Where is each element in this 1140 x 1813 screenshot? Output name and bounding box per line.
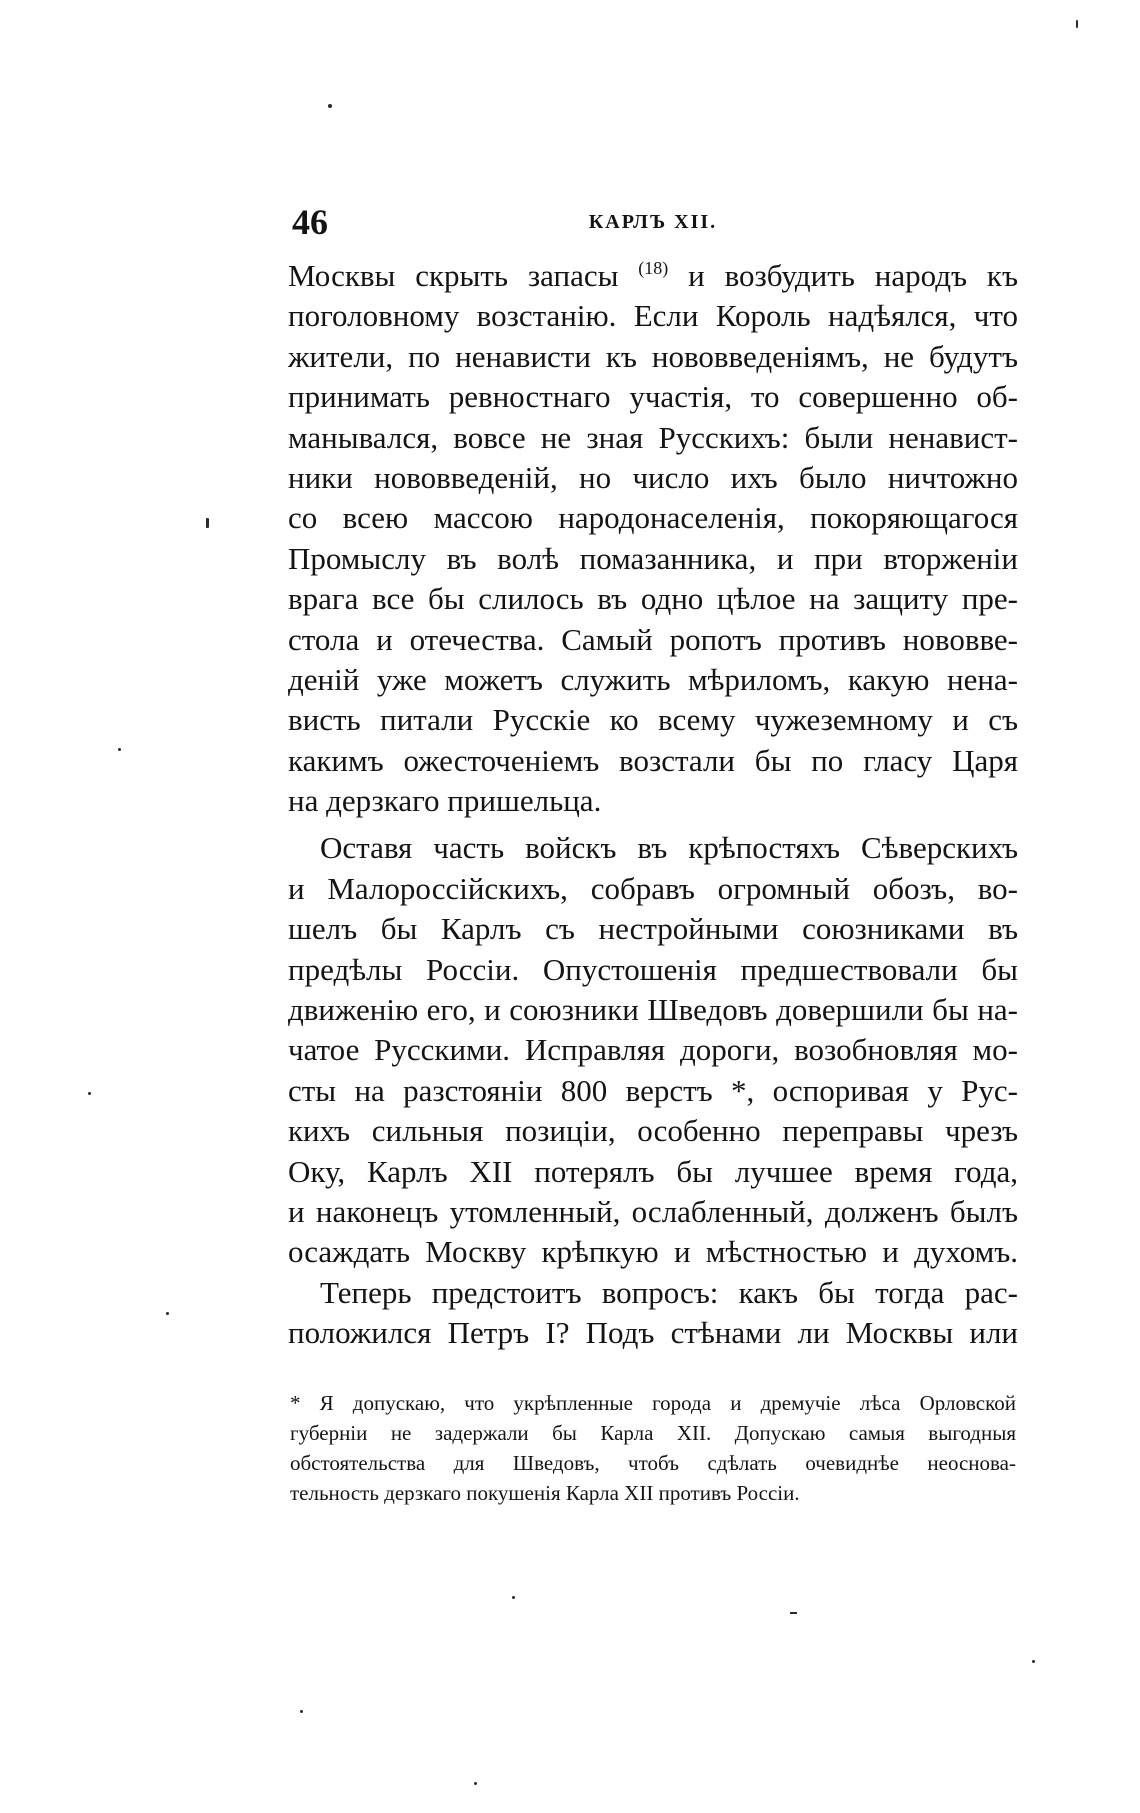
scan-speck [118,748,121,751]
text-line: висть питали Русскіе ко всему чужеземному и съ [288,702,1018,738]
text-line: Теперь предстоитъ вопросъ: какъ бы тогда рас- [320,1274,1018,1310]
scan-speck [328,104,332,108]
text-line: жители, по ненависти къ нововведеніямъ, не будутъ [288,338,1018,374]
text-line [288,256,1018,296]
scan-speck [790,1612,797,1614]
text-line: шелъ бы Карлъ съ нестройными союзниками въ [288,911,1018,947]
scan-speck [512,1596,515,1599]
text-line: Оставя часть войскъ въ крѣпостяхъ Сѣверскихъ [320,830,1018,866]
scan-speck [1076,20,1078,28]
text-line: со всею массою народонаселенія, покоряющагося [288,500,1018,536]
text-line: и Малороссійскихъ, собравъ огромный обозъ, во- [288,870,1018,906]
text-line: принимать ревностнаго участія, то совершенно об- [288,379,1018,415]
footnote [290,1388,1016,1508]
scan-speck [206,518,209,528]
scan-speck [166,1312,169,1315]
text-line: положился Петръ I? Подъ стѣнами ли Москвы или [288,1315,1018,1351]
text-line: деній уже можетъ служить мѣриломъ, какую нена- [288,661,1018,697]
text-line: на дерзкаго пришельца. [288,783,602,819]
text-line: манывался, вовсе не зная Русскихъ: были ненавист- [288,419,1018,455]
endnote-reference: (18) [638,258,669,278]
text-line: чатое Русскими. Исправляя дороги, возобновляя мо- [288,1032,1018,1068]
scan-speck [1032,1660,1035,1663]
scan-speck [300,1710,303,1713]
running-title: КАРЛЪ XII. [588,211,718,233]
text-line: предѣлы Россіи. Опустошенія предшествовали бы [288,951,1018,987]
text-line: осаждать Москву крѣпкую и мѣстностью и духомъ. [288,1234,1018,1270]
footnote-line: губерніи не задержали бы Карла XII. Допускаю самыя выгодныя [290,1421,1016,1445]
text-line-end: и возбудить народъ къ [668,258,1018,293]
body-text [288,256,1018,1354]
text-line: ники нововведеній, но число ихъ было ничтожно [288,459,1018,495]
text-line: стола и отечества. Самый ропотъ противъ нововве- [288,621,1018,657]
text-line: и наконецъ утомленный, ослабленный, долженъ былъ [288,1193,1018,1229]
text-line: движенію его, и союзники Шведовъ довершили бы на- [288,992,1018,1028]
text-line: какимъ ожесточеніемъ возстали бы по гласу Царя [288,742,1018,778]
footnote-line: обстоятельства для Шведовъ, чтобъ сдѣлать очевиднѣе неоснова- [290,1451,1016,1475]
text-line: сты на разстояніи 800 верстъ *, оспоривая у Рус- [288,1072,1018,1108]
text-line: Оку, Карлъ XII потерялъ бы лучшее время года, [288,1153,1018,1189]
page-number: 46 [292,202,328,242]
text-line: кихъ сильныя позиціи, особенно переправы чрезъ [288,1113,1018,1149]
footnote-line: * Я допускаю, что укрѣпленные города и дремучіе лѣса Орловской [290,1391,1016,1415]
text-line: врага все бы слилось въ одно цѣлое на защиту пре- [288,581,1018,617]
scan-speck [474,1782,477,1785]
text-line: Промыслу въ волѣ помазанника, и при вторженіи [288,540,1018,576]
page-header [292,198,1014,246]
text-line-start: Москвы скрыть запасы [288,258,639,293]
scan-speck [88,1092,91,1095]
text-line: поголовному возстанію. Если Король надѣялся, что [288,298,1018,334]
footnote-line: тельность дерзкаго покушенія Карла XII противъ Россіи. [290,1481,800,1505]
